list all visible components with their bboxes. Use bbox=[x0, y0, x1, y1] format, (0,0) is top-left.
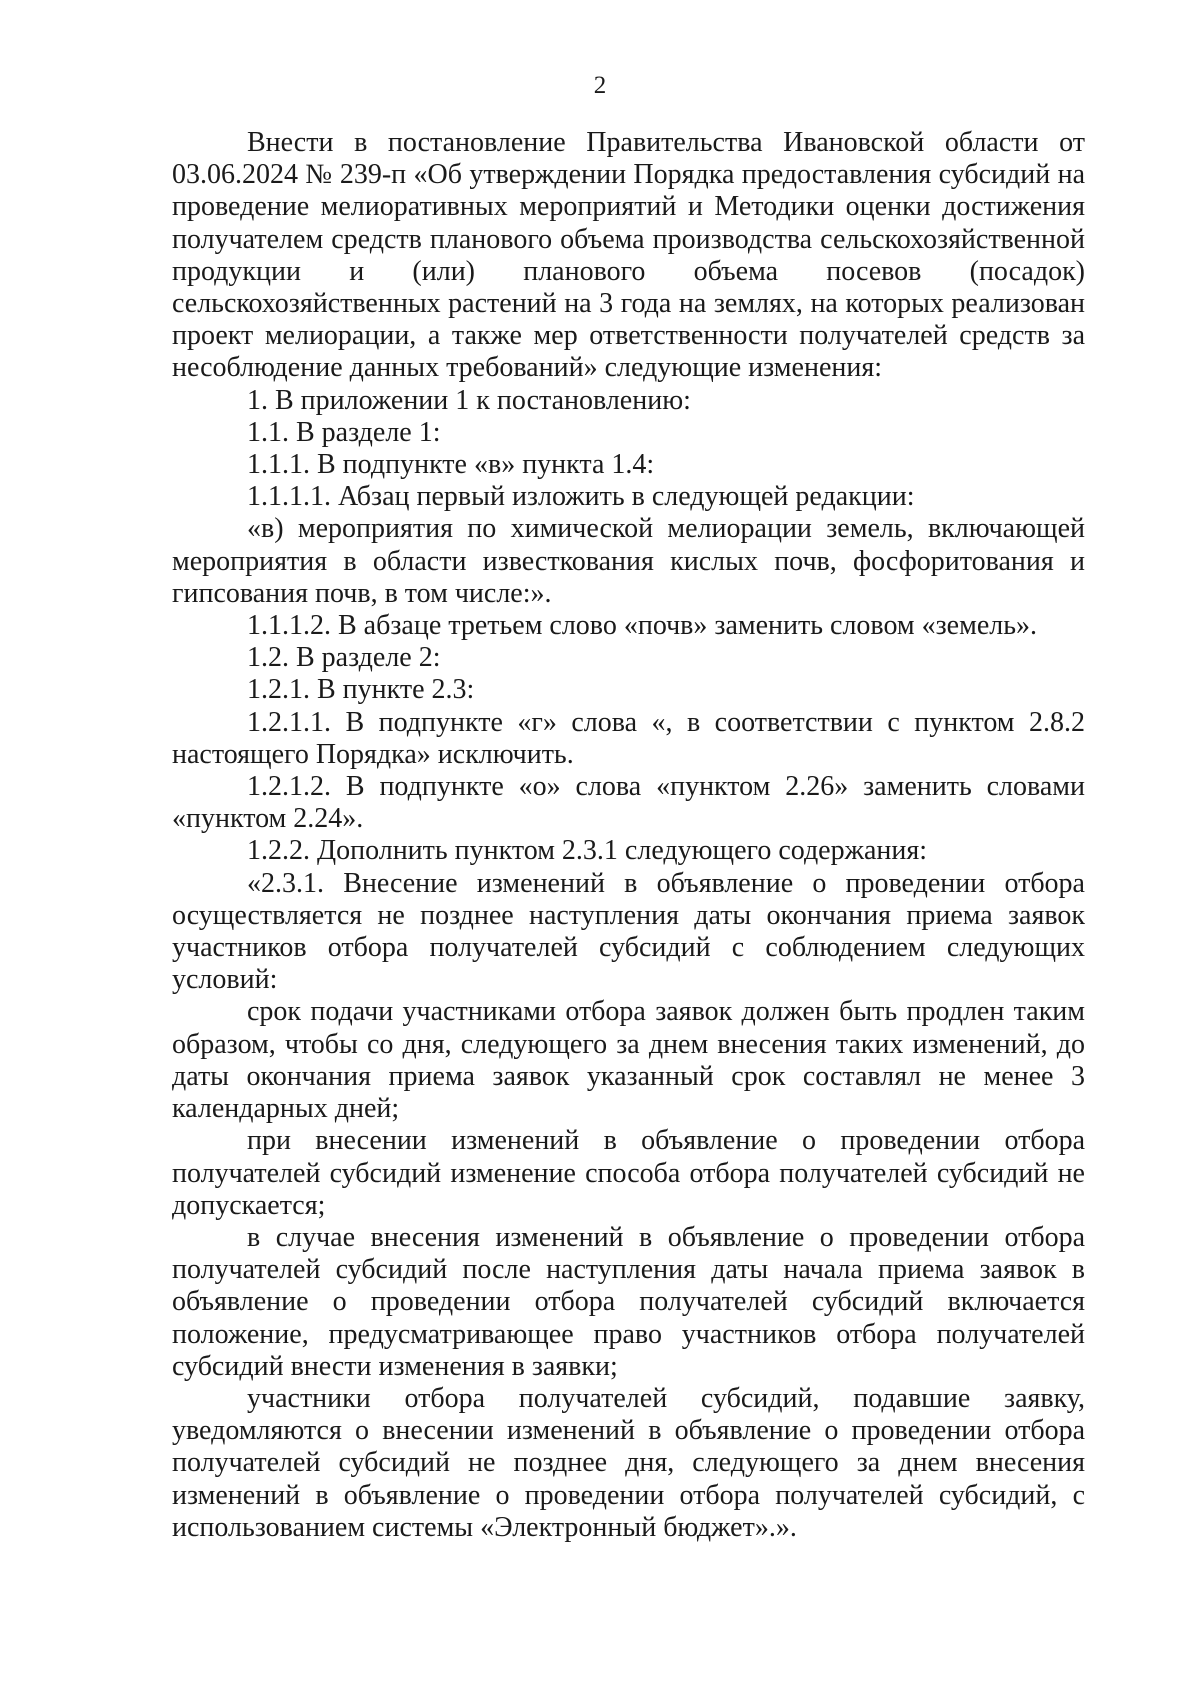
paragraph-item-1-1-1: 1.1.1. В подпункте «в» пункта 1.4: bbox=[247, 449, 655, 481]
paragraph-condition-2: при внесении изменений в объявление о проведении отбора получателей субсидий изменение способа отбора получателей субсидий не допускается; bbox=[172, 1125, 1085, 1221]
paragraph-condition-1: срок подачи участниками отбора заявок должен быть продлен таким образом, чтобы со дня, следующего за днем внесения таких изменений, до даты окончания приема заявок указанный срок составлял не менее 3 календарных дней; bbox=[172, 996, 1085, 1125]
paragraph-item-1-2-1-1: 1.2.1.1. В подпункте «г» слова «, в соответствии с пунктом 2.8.2 настоящего Порядка» исключить. bbox=[172, 706, 1085, 770]
paragraph-quote-2-3-1: «2.3.1. Внесение изменений в объявление о проведении отбора осуществляется не позднее наступления даты окончания приема заявок участников отбора получателей субсидий с соблюдением следующих условий: bbox=[172, 867, 1085, 996]
page-number: 2 bbox=[593, 72, 607, 99]
paragraph-quote-v: «в) мероприятия по химической мелиорации земель, включающей мероприятия в области известкования кислых почв, фосфоритования и гипсования почв, в том числе:». bbox=[172, 513, 1085, 609]
paragraph-intro: Внести в постановление Правительства Ивановской области от 03.06.2024 № 239-п «Об утверждении Порядка предоставления субсидий на проведение мелиоративных мероприятий и Методики оценки достижения получателем средств планового объема производства сельскохозяйственной продукции и (или) планового объема посевов (посадок) сельскохозяйственных растений на 3 года на землях, на которых реализован проект мелиорации, а также мер ответственности получателей средств за несоблюдение данных требований» следующие изменения: bbox=[172, 127, 1085, 384]
paragraph-item-1: 1. В приложении 1 к постановлению: bbox=[247, 384, 691, 416]
paragraph-item-1-2-1: 1.2.1. В пункте 2.3: bbox=[247, 674, 475, 706]
paragraph-condition-3: в случае внесения изменений в объявление о проведении отбора получателей субсидий после наступления даты начала приема заявок в объявление о проведении отбора получателей субсидий включается положение, предусматривающее право участников отбора получателей субсидий внести изменения в заявки; bbox=[172, 1221, 1085, 1382]
paragraph-item-1-1-1-2: 1.1.1.2. В абзаце третьем слово «почв» заменить словом «земель». bbox=[247, 610, 1038, 642]
paragraph-item-1-2-2: 1.2.2. Дополнить пунктом 2.3.1 следующего содержания: bbox=[247, 835, 928, 867]
paragraph-condition-4: участники отбора получателей субсидий, подавшие заявку, уведомляются о внесении изменений в объявление о проведении отбора получателей субсидий не позднее дня, следующего за днем внесения изменений в объявление о проведении отбора получателей субсидий, с использованием системы «Электронный бюджет».». bbox=[172, 1382, 1085, 1543]
paragraph-item-1-1: 1.1. В разделе 1: bbox=[247, 416, 441, 448]
paragraph-item-1-1-1-1: 1.1.1.1. Абзац первый изложить в следующей редакции: bbox=[247, 481, 915, 513]
paragraph-item-1-2-1-2: 1.2.1.2. В подпункте «о» слова «пунктом 2.26» заменить словами «пунктом 2.24». bbox=[172, 771, 1085, 835]
document-body bbox=[172, 127, 1085, 1544]
paragraph-item-1-2: 1.2. В разделе 2: bbox=[247, 642, 441, 674]
